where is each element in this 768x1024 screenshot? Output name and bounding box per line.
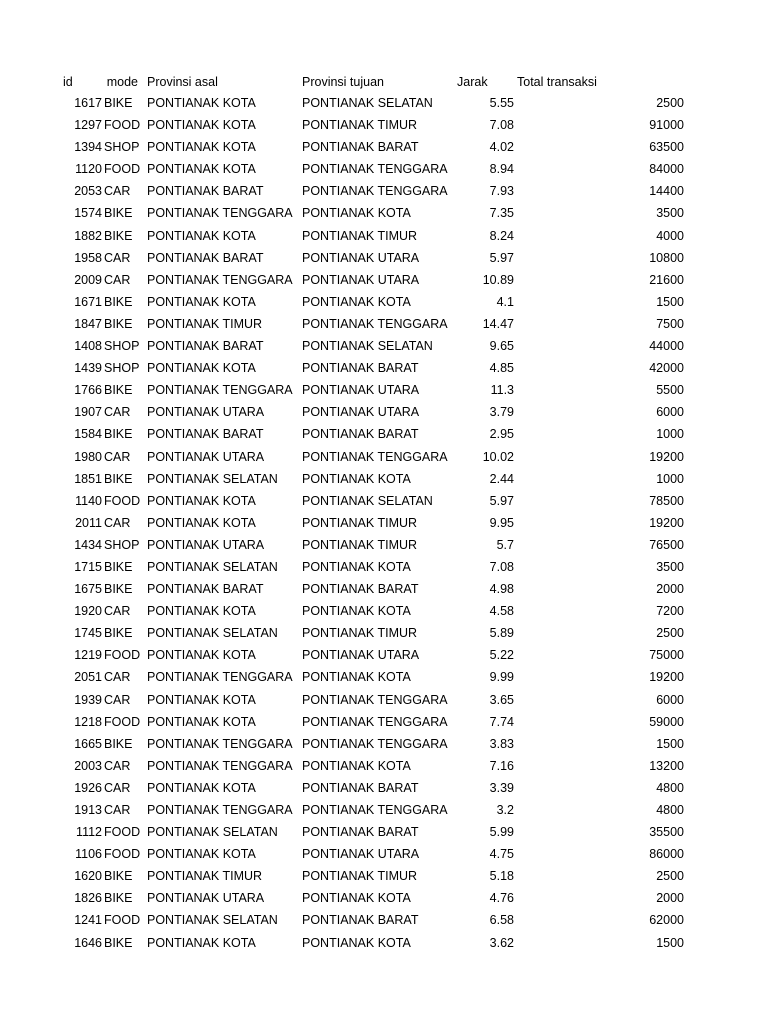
cell-id: 1665 <box>74 736 102 751</box>
cell-mode: CAR <box>104 184 131 199</box>
cell-total-transaksi: 19200 <box>649 449 684 464</box>
cell-total-transaksi: 2500 <box>656 96 684 110</box>
cell-jarak: 5.7 <box>496 537 514 552</box>
cell-provinsi-asal: PONTIANAK UTARA <box>147 891 265 906</box>
cell-provinsi-tujuan: PONTIANAK BARAT <box>302 361 419 376</box>
cell-total-transaksi: 4800 <box>656 780 684 795</box>
cell-jarak: 8.94 <box>489 162 514 177</box>
cell-id: 1980 <box>74 449 102 464</box>
cell-jarak: 5.97 <box>489 493 514 508</box>
table-row <box>0 357 768 379</box>
cell-id: 1958 <box>74 250 102 265</box>
header-mode: mode <box>106 75 138 89</box>
cell-jarak: 7.93 <box>489 184 514 199</box>
cell-provinsi-tujuan: PONTIANAK KOTA <box>302 471 411 486</box>
cell-mode: BIKE <box>104 427 133 442</box>
cell-jarak: 3.83 <box>489 736 514 751</box>
cell-jarak: 3.39 <box>489 780 514 795</box>
cell-total-transaksi: 63500 <box>649 140 684 155</box>
cell-provinsi-asal: PONTIANAK KOTA <box>147 162 256 177</box>
cell-provinsi-tujuan: PONTIANAK KOTA <box>302 935 411 950</box>
cell-jarak: 3.79 <box>489 405 514 420</box>
cell-jarak: 4.98 <box>489 582 514 597</box>
cell-provinsi-tujuan: PONTIANAK UTARA <box>302 383 420 398</box>
cell-mode: BIKE <box>104 316 133 331</box>
header-provinsi-asal: Provinsi asal <box>147 75 218 89</box>
cell-id: 1851 <box>74 471 102 486</box>
cell-mode: SHOP <box>104 537 140 552</box>
cell-mode: BIKE <box>104 559 133 574</box>
table-body <box>0 92 768 954</box>
cell-total-transaksi: 84000 <box>649 162 684 177</box>
cell-provinsi-asal: PONTIANAK UTARA <box>147 449 265 464</box>
cell-id: 1218 <box>74 714 102 729</box>
cell-provinsi-tujuan: PONTIANAK SELATAN <box>302 493 433 508</box>
cell-mode: BIKE <box>104 228 133 243</box>
cell-total-transaksi: 6000 <box>656 405 684 420</box>
cell-id: 1715 <box>74 559 102 574</box>
cell-provinsi-asal: PONTIANAK TENGGARA <box>147 670 293 685</box>
cell-id: 1112 <box>76 825 102 840</box>
cell-provinsi-tujuan: PONTIANAK TIMUR <box>302 537 418 552</box>
table-row <box>0 843 768 865</box>
cell-provinsi-asal: PONTIANAK TENGGARA <box>147 383 293 398</box>
table-row <box>0 335 768 357</box>
cell-provinsi-tujuan: PONTIANAK TENGGARA <box>302 803 448 817</box>
cell-total-transaksi: 5500 <box>656 383 684 398</box>
cell-total-transaksi: 3500 <box>656 559 684 574</box>
cell-provinsi-asal: PONTIANAK BARAT <box>147 582 264 597</box>
cell-provinsi-asal: PONTIANAK TENGGARA <box>147 272 293 287</box>
cell-jarak: 14.47 <box>482 316 514 331</box>
cell-provinsi-asal: PONTIANAK UTARA <box>147 405 265 420</box>
table-row <box>0 269 768 291</box>
cell-provinsi-tujuan: PONTIANAK UTARA <box>302 648 420 663</box>
cell-total-transaksi: 78500 <box>649 493 684 508</box>
transaction-table <box>0 72 768 954</box>
cell-id: 1140 <box>75 493 102 508</box>
cell-provinsi-tujuan: PONTIANAK KOTA <box>302 559 411 574</box>
cell-mode: CAR <box>104 449 131 464</box>
cell-mode: BIKE <box>104 935 133 950</box>
table-row <box>0 512 768 534</box>
cell-provinsi-asal: PONTIANAK KOTA <box>147 140 256 155</box>
cell-jarak: 10.02 <box>482 449 514 464</box>
cell-jarak: 5.22 <box>489 648 514 663</box>
cell-mode: CAR <box>104 604 131 619</box>
cell-id: 2051 <box>74 670 102 685</box>
cell-mode: SHOP <box>104 140 140 155</box>
cell-mode: CAR <box>104 780 131 795</box>
table-row <box>0 225 768 247</box>
cell-jarak: 2.95 <box>489 427 514 442</box>
cell-provinsi-tujuan: PONTIANAK TENGGARA <box>302 714 448 729</box>
table-row <box>0 158 768 180</box>
header-jarak: Jarak <box>457 75 488 89</box>
cell-provinsi-asal: PONTIANAK TENGGARA <box>147 736 293 751</box>
cell-provinsi-asal: PONTIANAK TENGGARA <box>147 803 293 817</box>
header-id: id <box>63 75 73 89</box>
cell-jarak: 3.2 <box>496 803 514 817</box>
cell-provinsi-tujuan: PONTIANAK SELATAN <box>302 96 433 110</box>
cell-provinsi-asal: PONTIANAK TENGGARA <box>147 758 293 773</box>
cell-mode: FOOD <box>104 648 141 663</box>
cell-id: 1882 <box>74 228 102 243</box>
cell-provinsi-asal: PONTIANAK KOTA <box>147 714 256 729</box>
cell-total-transaksi: 1000 <box>656 471 684 486</box>
cell-mode: SHOP <box>104 339 140 354</box>
cell-id: 2011 <box>75 515 102 530</box>
table-row <box>0 755 768 777</box>
cell-provinsi-tujuan: PONTIANAK BARAT <box>302 825 419 840</box>
table-row <box>0 578 768 600</box>
cell-provinsi-tujuan: PONTIANAK BARAT <box>302 427 419 442</box>
cell-id: 1434 <box>74 537 102 552</box>
cell-provinsi-tujuan: PONTIANAK KOTA <box>302 891 411 906</box>
table-row <box>0 689 768 711</box>
table-row <box>0 556 768 578</box>
cell-jarak: 3.62 <box>489 935 514 950</box>
cell-mode: CAR <box>104 515 131 530</box>
cell-jarak: 4.1 <box>496 294 514 309</box>
cell-total-transaksi: 2000 <box>656 582 684 597</box>
table-header-row <box>0 72 768 92</box>
header-total-transaksi: Total transaksi <box>517 75 597 89</box>
cell-provinsi-tujuan: PONTIANAK UTARA <box>302 847 420 862</box>
cell-provinsi-asal: PONTIANAK KOTA <box>147 648 256 663</box>
cell-provinsi-tujuan: PONTIANAK TENGGARA <box>302 692 448 707</box>
cell-provinsi-asal: PONTIANAK TENGGARA <box>147 206 293 221</box>
cell-id: 1408 <box>74 339 102 354</box>
cell-provinsi-tujuan: PONTIANAK TENGGARA <box>302 449 448 464</box>
table-row <box>0 136 768 158</box>
table-row <box>0 799 768 821</box>
cell-id: 1574 <box>74 206 102 221</box>
table-row <box>0 446 768 468</box>
cell-id: 2003 <box>74 758 102 773</box>
table-row <box>0 666 768 688</box>
cell-jarak: 4.58 <box>489 604 514 619</box>
cell-total-transaksi: 4000 <box>656 228 684 243</box>
cell-id: 1847 <box>74 316 102 331</box>
cell-mode: CAR <box>104 272 131 287</box>
cell-total-transaksi: 1500 <box>656 935 684 950</box>
cell-provinsi-asal: PONTIANAK KOTA <box>147 780 256 795</box>
cell-provinsi-tujuan: PONTIANAK TENGGARA <box>302 184 448 199</box>
cell-provinsi-asal: PONTIANAK KOTA <box>147 294 256 309</box>
table-row <box>0 821 768 843</box>
cell-id: 1584 <box>74 427 102 442</box>
table-row <box>0 202 768 224</box>
cell-id: 2053 <box>74 184 102 199</box>
table-row <box>0 600 768 622</box>
cell-total-transaksi: 75000 <box>649 648 684 663</box>
cell-jarak: 7.35 <box>489 206 514 221</box>
cell-id: 2009 <box>74 272 102 287</box>
cell-total-transaksi: 1500 <box>656 736 684 751</box>
cell-jarak: 5.89 <box>489 626 514 641</box>
cell-mode: CAR <box>104 692 131 707</box>
cell-jarak: 5.99 <box>489 825 514 840</box>
cell-id: 1920 <box>74 604 102 619</box>
cell-provinsi-asal: PONTIANAK BARAT <box>147 184 264 199</box>
cell-mode: CAR <box>104 250 131 265</box>
cell-total-transaksi: 6000 <box>656 692 684 707</box>
cell-provinsi-tujuan: PONTIANAK KOTA <box>302 604 411 619</box>
table-row <box>0 490 768 512</box>
cell-mode: CAR <box>104 670 131 685</box>
cell-id: 1675 <box>74 582 102 597</box>
cell-provinsi-asal: PONTIANAK KOTA <box>147 493 256 508</box>
cell-id: 1745 <box>74 626 102 641</box>
cell-total-transaksi: 3500 <box>656 206 684 221</box>
cell-total-transaksi: 44000 <box>649 339 684 354</box>
cell-jarak: 11.3 <box>490 383 514 398</box>
cell-mode: SHOP <box>104 361 140 376</box>
cell-jarak: 5.55 <box>489 96 514 110</box>
cell-provinsi-tujuan: PONTIANAK BARAT <box>302 780 419 795</box>
cell-jarak: 5.18 <box>489 869 514 884</box>
cell-id: 1913 <box>74 803 102 817</box>
cell-total-transaksi: 10800 <box>649 250 684 265</box>
table-row <box>0 247 768 269</box>
cell-jarak: 4.02 <box>489 140 514 155</box>
cell-provinsi-tujuan: PONTIANAK BARAT <box>302 582 419 597</box>
cell-provinsi-tujuan: PONTIANAK TENGGARA <box>302 316 448 331</box>
table-row <box>0 865 768 887</box>
table-row <box>0 180 768 202</box>
cell-total-transaksi: 19200 <box>649 515 684 530</box>
cell-provinsi-tujuan: PONTIANAK BARAT <box>302 913 419 928</box>
cell-jarak: 6.58 <box>489 913 514 928</box>
table-row <box>0 379 768 401</box>
table-row <box>0 423 768 445</box>
cell-provinsi-tujuan: PONTIANAK KOTA <box>302 206 411 221</box>
cell-total-transaksi: 2500 <box>656 869 684 884</box>
cell-total-transaksi: 7200 <box>656 604 684 619</box>
cell-provinsi-asal: PONTIANAK SELATAN <box>147 626 278 641</box>
cell-id: 1241 <box>74 913 102 928</box>
cell-total-transaksi: 62000 <box>649 913 684 928</box>
table-row <box>0 733 768 755</box>
cell-provinsi-tujuan: PONTIANAK TIMUR <box>302 228 418 243</box>
cell-jarak: 3.65 <box>489 692 514 707</box>
table-row <box>0 114 768 136</box>
cell-mode: FOOD <box>104 847 141 862</box>
cell-id: 1671 <box>74 294 102 309</box>
cell-mode: BIKE <box>104 383 133 398</box>
cell-id: 1766 <box>74 383 102 398</box>
cell-total-transaksi: 2000 <box>656 891 684 906</box>
cell-mode: CAR <box>104 803 131 817</box>
cell-jarak: 4.75 <box>489 847 514 862</box>
cell-jarak: 4.76 <box>489 891 514 906</box>
cell-provinsi-asal: PONTIANAK KOTA <box>147 118 256 133</box>
cell-jarak: 9.99 <box>489 670 514 685</box>
cell-mode: FOOD <box>104 118 141 133</box>
cell-provinsi-tujuan: PONTIANAK TIMUR <box>302 118 418 133</box>
table-row <box>0 291 768 313</box>
cell-mode: BIKE <box>104 96 133 110</box>
cell-provinsi-asal: PONTIANAK KOTA <box>147 604 256 619</box>
cell-total-transaksi: 19200 <box>649 670 684 685</box>
cell-id: 1106 <box>75 847 102 862</box>
cell-jarak: 7.08 <box>489 118 514 133</box>
cell-provinsi-asal: PONTIANAK KOTA <box>147 361 256 376</box>
cell-mode: BIKE <box>104 891 133 906</box>
cell-total-transaksi: 4800 <box>656 803 684 817</box>
cell-id: 1394 <box>74 140 102 155</box>
cell-provinsi-tujuan: PONTIANAK TENGGARA <box>302 736 448 751</box>
cell-mode: FOOD <box>104 825 141 840</box>
cell-jarak: 7.08 <box>489 559 514 574</box>
cell-mode: CAR <box>104 758 131 773</box>
cell-total-transaksi: 76500 <box>649 537 684 552</box>
cell-provinsi-asal: PONTIANAK TIMUR <box>147 869 263 884</box>
cell-provinsi-asal: PONTIANAK KOTA <box>147 692 256 707</box>
cell-mode: BIKE <box>104 471 133 486</box>
cell-mode: FOOD <box>104 162 141 177</box>
cell-jarak: 7.74 <box>489 714 514 729</box>
cell-id: 1297 <box>74 118 102 133</box>
cell-provinsi-tujuan: PONTIANAK BARAT <box>302 140 419 155</box>
table-row <box>0 887 768 909</box>
cell-jarak: 4.85 <box>489 361 514 376</box>
cell-provinsi-asal: PONTIANAK SELATAN <box>147 825 278 840</box>
table-row <box>0 932 768 954</box>
cell-provinsi-asal: PONTIANAK KOTA <box>147 96 256 110</box>
cell-provinsi-tujuan: PONTIANAK SELATAN <box>302 339 433 354</box>
cell-total-transaksi: 1500 <box>656 294 684 309</box>
cell-mode: BIKE <box>104 206 133 221</box>
table-row <box>0 909 768 931</box>
cell-total-transaksi: 7500 <box>656 316 684 331</box>
cell-jarak: 5.97 <box>489 250 514 265</box>
cell-provinsi-asal: PONTIANAK KOTA <box>147 847 256 862</box>
cell-provinsi-tujuan: PONTIANAK KOTA <box>302 758 411 773</box>
cell-id: 1926 <box>74 780 102 795</box>
cell-id: 1826 <box>74 891 102 906</box>
cell-total-transaksi: 21600 <box>649 272 684 287</box>
cell-provinsi-asal: PONTIANAK KOTA <box>147 515 256 530</box>
cell-mode: BIKE <box>104 582 133 597</box>
cell-mode: FOOD <box>104 493 141 508</box>
cell-provinsi-tujuan: PONTIANAK UTARA <box>302 250 420 265</box>
cell-provinsi-asal: PONTIANAK SELATAN <box>147 559 278 574</box>
cell-provinsi-tujuan: PONTIANAK TIMUR <box>302 515 418 530</box>
cell-id: 1620 <box>74 869 102 884</box>
cell-provinsi-asal: PONTIANAK UTARA <box>147 537 265 552</box>
cell-total-transaksi: 2500 <box>656 626 684 641</box>
table-row <box>0 777 768 799</box>
header-provinsi-tujuan: Provinsi tujuan <box>302 75 384 89</box>
table-row <box>0 534 768 556</box>
table-row <box>0 622 768 644</box>
cell-mode: BIKE <box>104 626 133 641</box>
cell-provinsi-tujuan: PONTIANAK TENGGARA <box>302 162 448 177</box>
cell-provinsi-asal: PONTIANAK BARAT <box>147 427 264 442</box>
cell-total-transaksi: 13200 <box>649 758 684 773</box>
cell-provinsi-tujuan: PONTIANAK KOTA <box>302 294 411 309</box>
cell-provinsi-asal: PONTIANAK BARAT <box>147 250 264 265</box>
cell-mode: FOOD <box>104 913 141 928</box>
cell-id: 1439 <box>74 361 102 376</box>
table-row <box>0 468 768 490</box>
cell-provinsi-tujuan: PONTIANAK TIMUR <box>302 626 418 641</box>
cell-provinsi-asal: PONTIANAK BARAT <box>147 339 264 354</box>
cell-provinsi-tujuan: PONTIANAK KOTA <box>302 670 411 685</box>
cell-provinsi-asal: PONTIANAK SELATAN <box>147 913 278 928</box>
cell-jarak: 2.44 <box>489 471 514 486</box>
table-row <box>0 313 768 335</box>
cell-jarak: 9.65 <box>489 339 514 354</box>
cell-total-transaksi: 42000 <box>649 361 684 376</box>
cell-mode: BIKE <box>104 736 133 751</box>
cell-jarak: 7.16 <box>489 758 514 773</box>
cell-id: 1939 <box>74 692 102 707</box>
cell-provinsi-tujuan: PONTIANAK UTARA <box>302 405 420 420</box>
cell-mode: BIKE <box>104 294 133 309</box>
cell-jarak: 8.24 <box>489 228 514 243</box>
cell-id: 1120 <box>75 162 102 177</box>
table-row <box>0 401 768 423</box>
table-row <box>0 711 768 733</box>
cell-provinsi-asal: PONTIANAK KOTA <box>147 228 256 243</box>
cell-total-transaksi: 35500 <box>649 825 684 840</box>
cell-jarak: 10.89 <box>482 272 514 287</box>
cell-provinsi-tujuan: PONTIANAK UTARA <box>302 272 420 287</box>
table-row <box>0 644 768 666</box>
cell-id: 1646 <box>74 935 102 950</box>
cell-total-transaksi: 59000 <box>649 714 684 729</box>
cell-total-transaksi: 1000 <box>656 427 684 442</box>
cell-total-transaksi: 86000 <box>649 847 684 862</box>
cell-mode: BIKE <box>104 869 133 884</box>
cell-jarak: 9.95 <box>489 515 514 530</box>
cell-id: 1907 <box>74 405 102 420</box>
cell-total-transaksi: 14400 <box>649 184 684 199</box>
table-row <box>0 92 768 114</box>
cell-provinsi-tujuan: PONTIANAK TIMUR <box>302 869 418 884</box>
cell-total-transaksi: 91000 <box>649 118 684 133</box>
cell-mode: CAR <box>104 405 131 420</box>
cell-provinsi-asal: PONTIANAK KOTA <box>147 935 256 950</box>
cell-id: 1617 <box>74 96 102 110</box>
cell-id: 1219 <box>74 648 102 663</box>
cell-provinsi-asal: PONTIANAK SELATAN <box>147 471 278 486</box>
cell-mode: FOOD <box>104 714 141 729</box>
cell-provinsi-asal: PONTIANAK TIMUR <box>147 316 263 331</box>
